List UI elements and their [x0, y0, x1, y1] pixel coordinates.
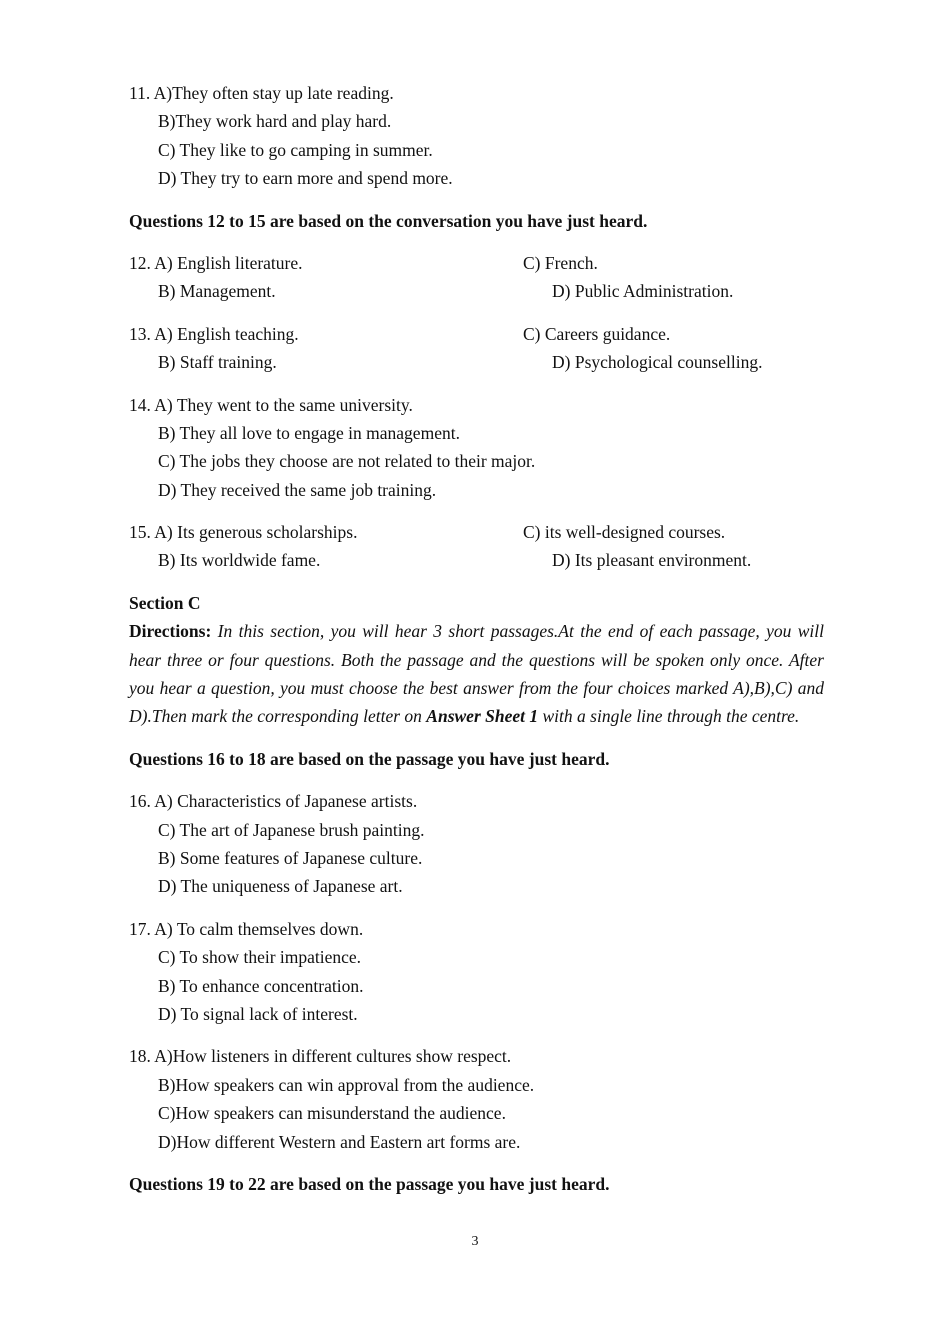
question-14: [129, 391, 824, 505]
question-13: [129, 320, 824, 377]
option-c: C) The art of Japanese brush painting.: [158, 819, 425, 840]
question-number: 15.: [129, 522, 151, 543]
section-heading-19-22: Questions 19 to 22 are based on the passage you have just heard.: [129, 1173, 610, 1194]
question-number: 14.: [129, 394, 151, 415]
option-b: B) Management.: [158, 281, 276, 302]
exam-page: [129, 79, 824, 1198]
option-b: B) To enhance concentration.: [158, 975, 364, 996]
option-d: D) Its pleasant environment.: [552, 550, 752, 571]
section-c-directions: [129, 617, 824, 731]
question-number: 12.: [129, 252, 151, 273]
option-b: B)How speakers can win approval from the audience.: [158, 1074, 535, 1095]
option-c: C)How speakers can misunderstand the audience.: [158, 1103, 506, 1124]
question-15: [129, 518, 824, 575]
option-a: A) To calm themselves down.: [154, 918, 364, 939]
directions-text: In this section, you will hear 3 short passages.At the end of each passage, you will hear three or four questions. Both the passage and the questions will be spoken only once. After you hear a question, you must choose the best answer from the four choices marked A),B),C) and D).Then mark the corresponding letter on: [129, 621, 824, 727]
option-c: C) The jobs they choose are not related to their major.: [158, 451, 536, 472]
question-number: 13.: [129, 323, 151, 344]
option-b: B)They work hard and play hard.: [158, 111, 392, 132]
option-c: C) To show their impatience.: [158, 947, 362, 968]
option-c: C) They like to go camping in summer.: [158, 139, 433, 160]
option-b: B) Some features of Japanese culture.: [158, 848, 423, 869]
page-number: 3: [471, 1234, 479, 1249]
option-b: B) Its worldwide fame.: [158, 550, 321, 571]
option-c: C) its well-designed courses.: [523, 522, 726, 543]
option-a: A) English teaching.: [154, 323, 299, 344]
answer-sheet-reference: Answer Sheet 1: [426, 706, 539, 727]
directions-label: Directions:: [129, 621, 212, 642]
question-11: [129, 79, 824, 193]
option-a: A)They often stay up late reading.: [153, 83, 394, 103]
option-d: D) Public Administration.: [552, 281, 734, 302]
question-17: [129, 915, 824, 1029]
option-d: D) To signal lack of interest.: [158, 1004, 358, 1024]
option-b: B) Staff training.: [158, 352, 277, 373]
option-a: A) English literature.: [154, 252, 303, 273]
option-c: C) Careers guidance.: [523, 323, 671, 344]
option-d: D) The uniqueness of Japanese art.: [158, 876, 403, 897]
directions-text-end: with a single line through the centre.: [542, 706, 800, 727]
question-18: [129, 1042, 824, 1156]
question-number: 11.: [129, 83, 151, 103]
option-c: C) French.: [523, 252, 598, 273]
option-d: D) They try to earn more and spend more.: [158, 168, 453, 189]
section-c-title: Section C: [129, 592, 201, 613]
option-a: A) Characteristics of Japanese artists.: [154, 791, 418, 812]
option-d: D) Psychological counselling.: [552, 352, 763, 373]
option-a: A)How listeners in different cultures show respect.: [154, 1046, 512, 1067]
question-12: [129, 249, 824, 306]
question-number: 17.: [129, 918, 151, 939]
option-d: D) They received the same job training.: [158, 479, 437, 500]
option-a: A) They went to the same university.: [154, 394, 413, 415]
option-b: B) They all love to engage in management.: [158, 422, 460, 443]
option-a: A) Its generous scholarships.: [154, 522, 358, 543]
section-heading-16-18: Questions 16 to 18 are based on the passage you have just heard.: [129, 748, 610, 769]
question-16: [129, 787, 824, 901]
question-number: 16.: [129, 791, 151, 812]
option-d: D)How different Western and Eastern art forms are.: [158, 1131, 521, 1152]
section-heading-12-15: Questions 12 to 15 are based on the conversation you have just heard.: [129, 210, 648, 231]
question-number: 18.: [129, 1046, 151, 1067]
